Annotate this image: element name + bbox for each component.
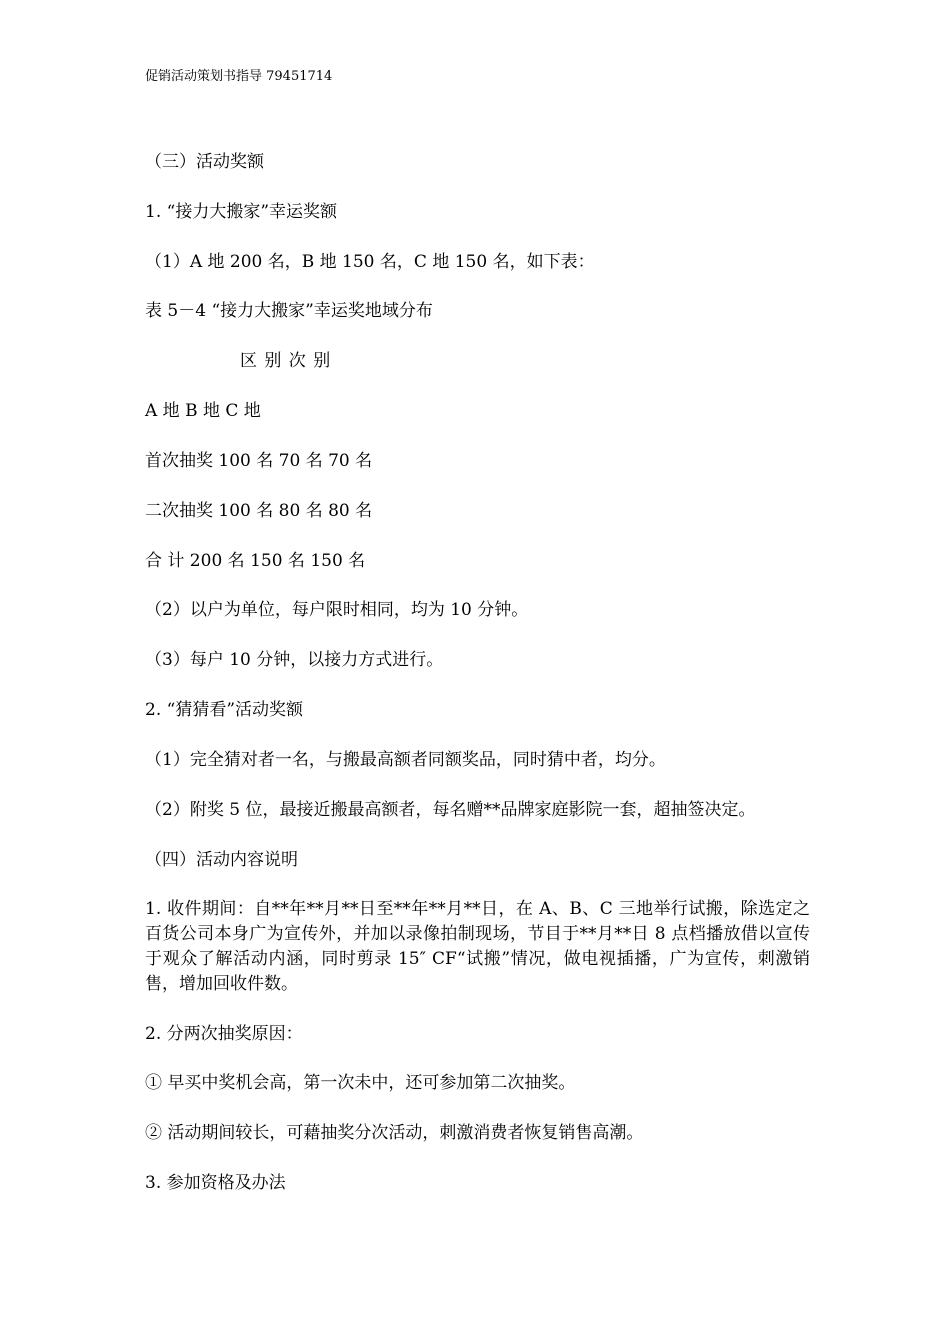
table-total-row: 合 计 200 名 150 名 150 名: [145, 551, 366, 571]
table-header-row: 区 别 次 别: [240, 351, 332, 371]
table-caption: 表 5－4 “接力大搬家”幸运奖地域分布: [145, 301, 433, 321]
subheading-guess-game: 2. “猜猜看”活动奖额: [145, 700, 304, 720]
subheading-relay-moving: 1. “接力大搬家”幸运奖额: [145, 202, 338, 222]
paragraph-collection-period: 1. 收件期间：自**年**月**日至**年**月**日，在 A、B、C 三地举行试搬，除选定之百货公司本身广为宣传外，并加以录像拍制现场，节目于**月**日 8 点档播放借以宣传于观众了解活动内涵，同时剪录 15″ CF“试搬”情况，做电视插播，广为宣传，刺激销售，增加回收件数。: [145, 899, 810, 994]
subheading-two-draws: 2. 分两次抽奖原因：: [145, 1024, 303, 1044]
subheading-eligibility: 3. 参加资格及办法: [145, 1173, 286, 1193]
table-second-draw-row: 二次抽奖 100 名 80 名 80 名: [145, 501, 373, 521]
table-region-row: A 地 B 地 C 地: [145, 401, 261, 421]
table-first-draw-row: 首次抽奖 100 名 70 名 70 名: [145, 451, 373, 471]
paragraph-household-rule: （2）以户为单位，每户限时相同，均为 10 分钟。: [145, 600, 529, 620]
paragraph-guess-rule-1: （1）完全猜对者一名，与搬最高额者同额奖品，同时猜中者，均分。: [145, 750, 666, 770]
paragraph-regional-quota: （1）A 地 200 名，B 地 150 名，C 地 150 名，如下表：: [145, 252, 595, 272]
page-header: 促销活动策划书指导 79451714: [145, 69, 333, 84]
list-item-reason-1: ① 早买中奖机会高，第一次未中，还可参加第二次抽奖。: [145, 1073, 576, 1093]
paragraph-relay-rule: （3）每户 10 分钟，以接力方式进行。: [145, 650, 444, 670]
section-heading-content: （四）活动内容说明: [145, 850, 298, 870]
section-heading-prize-amount: （三）活动奖额: [145, 152, 264, 172]
list-item-reason-2: ② 活动期间较长，可藉抽奖分次活动，刺激消费者恢复销售高潮。: [145, 1123, 644, 1143]
paragraph-guess-rule-2: （2）附奖 5 位，最接近搬最高额者，每名赠**品牌家庭影院一套，超抽签决定。: [145, 800, 756, 820]
